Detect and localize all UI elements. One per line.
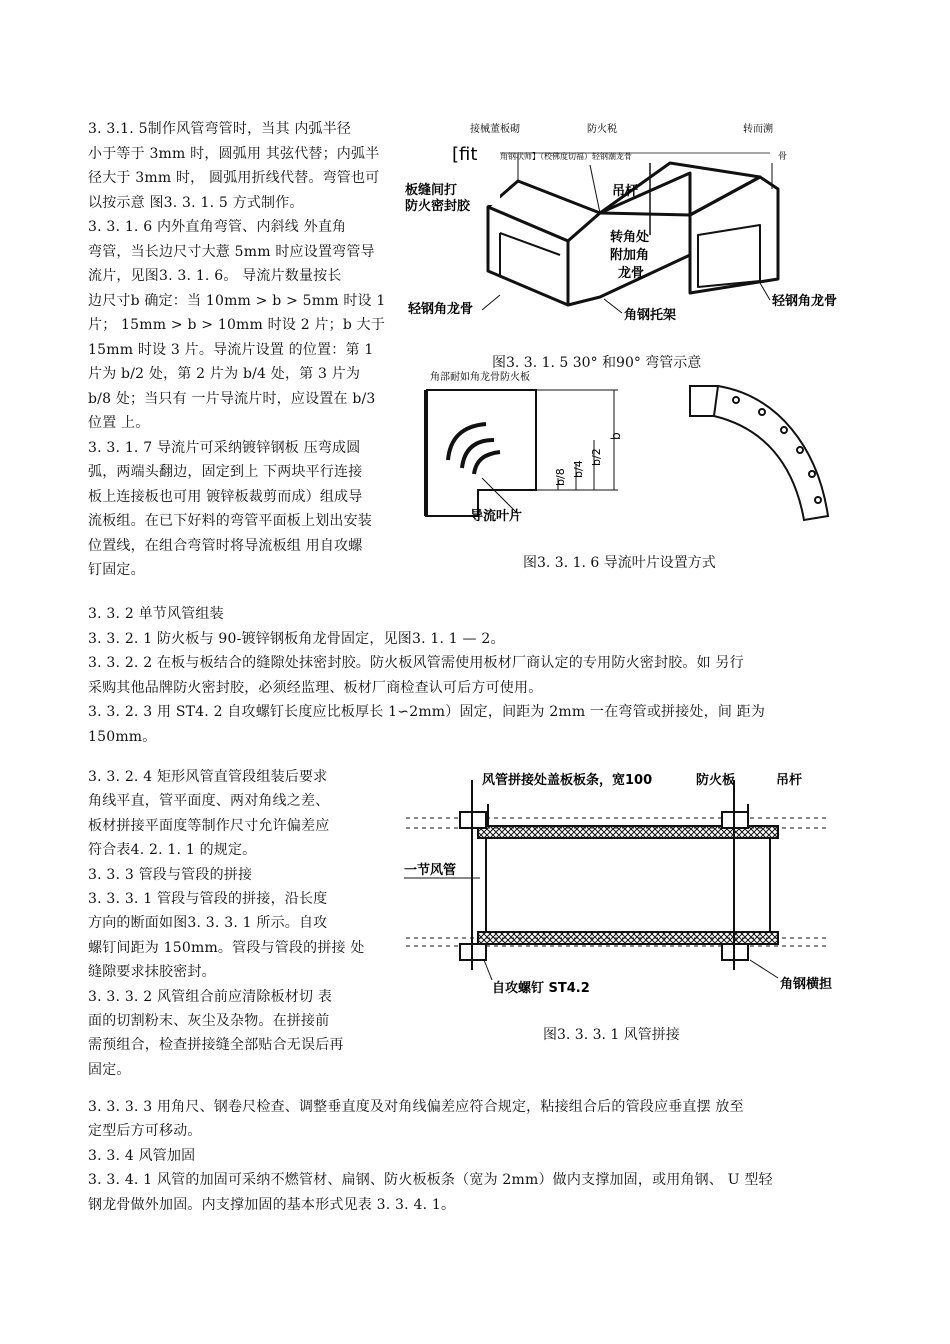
dimension-b: b	[609, 432, 623, 440]
top-label-1: 接械董板砌	[470, 124, 520, 135]
light-steel-right-label: 轻钢角龙骨	[772, 294, 838, 309]
hanger-label: 吊杆	[612, 184, 639, 199]
text-line: 流板组。在已下好料的弯管平面板上划出安装	[88, 513, 372, 529]
cover-strip-label: 风管拼接处盖板板条，宽100	[482, 773, 653, 788]
text-line: 小于等于 3mm 时，圆弧用 其弦代替；内弧半	[88, 145, 380, 162]
text-line: 15mm 时设 3 片。导流片设置 的位置：第 1	[88, 341, 374, 358]
text-line: 弯管，当长边尺寸大薏 5mm 时应设置弯管导	[88, 243, 375, 260]
duct-joint-figure	[400, 760, 840, 1000]
light-steel-left-label: 轻钢角龙骨	[408, 302, 474, 317]
text-line: 3. 3. 2 单节风管组装	[88, 606, 224, 622]
top-label-2: 防火税	[587, 124, 617, 135]
corner-label-2: 附加角	[610, 248, 650, 263]
text-line: 3. 3. 4 风管加固	[88, 1147, 196, 1164]
duct-joint-caption: 图3. 3. 3. 1 风管拼接	[543, 1027, 680, 1043]
text-line: b/8 处；当只有 一片导流片时，应设置在 b/3	[88, 390, 376, 407]
text-line: 位置 上。	[88, 415, 150, 431]
screw-label: 自攻螺钉 ST4.2	[492, 981, 590, 996]
guide-vane-caption: 图3. 3. 1. 6 导流叶片设置方式	[523, 555, 716, 571]
angle-crossarm-label: 角钢横担	[780, 977, 833, 992]
text-line: 弧，两端头翻边，固定到上 下两块平行连接	[88, 464, 363, 480]
text-line: 流片，见图3. 3. 1. 6。 导流片数量按长	[88, 268, 342, 284]
text-line: 角线平直，管平面度、两对角线之差、	[88, 793, 330, 810]
dimension-b4: b/4	[572, 460, 585, 478]
text-line: 150mm。	[88, 728, 157, 745]
guide-vane-figure	[418, 368, 838, 528]
hanger-rod-label: 吊杆	[776, 773, 803, 788]
text-line: 方向的断面如图3. 3. 3. 1 所示。自攻	[88, 915, 328, 932]
text-line: 3. 3. 1. 7 导流片可采纳镀锌钢板 压弯成圆	[88, 439, 361, 456]
text-line: 板材拼接平面度等制作尺寸允许偏差应	[88, 817, 330, 834]
text-line: 板上连接板也可用 镀锌板裁剪而成）组成导	[88, 488, 363, 505]
text-line: 3. 3. 2. 2 在板与板结合的缝隙处抹密封胶。防火板风管需使用板材厂商认定的专用防火密封胶。如 另行	[88, 655, 744, 671]
tail-label: 骨	[778, 152, 788, 162]
vane-label: 导流叶片	[470, 509, 523, 524]
text-line: 钢龙骨做外加固。内支撑加固的基本形式见表 3. 3. 4. 1。	[88, 1196, 456, 1213]
text-line: 边尺寸b 确定：当 10mm > b > 5mm 时设 1	[88, 292, 386, 309]
top-label-3: 转而溯	[743, 124, 773, 135]
text-line: 缝隙要求抹胶密封。	[88, 964, 216, 981]
text-line: 位置线，在组合弯管时将导流板组 用自攻螺	[88, 537, 363, 554]
text-line: 固定。	[88, 1061, 131, 1078]
text-line: 3. 3. 3. 2 风管组合前应清除板材切 表	[88, 988, 333, 1005]
text-line: 3. 3. 2. 3 用 ST4. 2 自攻螺钉长度应比板厚长 1∽2mm）固定，间距为 2mm 一在弯管或拼接处，间 距为	[88, 704, 766, 720]
corner-board-label: 角部耐如角龙骨防火板	[430, 372, 530, 383]
text-line: 钉固定。	[88, 562, 145, 578]
text-line: 3. 3. 2. 1 防火板与 90-镀锌钢板角龙骨固定，见图3. 1. 1 — 2。	[88, 630, 505, 647]
elbow-caption: 图3. 3. 1. 5 30° 和90° 弯管示意	[492, 355, 702, 371]
text-line: 3. 3. 1. 6 内外直角弯管、内斜线 外直角	[88, 219, 347, 235]
text-line: 3. 3. 2. 4 矩形风管直管段组装后要求	[88, 769, 328, 785]
angle-bracket-label: 角钢托架	[624, 308, 677, 323]
corner-label-3: 龙骨	[618, 266, 645, 281]
text-line: 定型后方可移动。	[88, 1123, 202, 1140]
dimension-b8: b/8	[554, 468, 567, 486]
small-line-label: 角钢状师】（校佛度切福）轻钢潮龙骨	[500, 152, 632, 161]
text-line: 面的切割粉末、灰尘及杂物。在拼接前	[88, 1013, 330, 1029]
text-line: 螺钉间距为 150mm。管段与管段的拼接 处	[88, 939, 365, 956]
seal-label-2: 防火密封胶	[405, 199, 471, 214]
elbow-figure	[400, 115, 850, 325]
text-line: 片为 b/2 处，第 2 片为 b/4 处，第 3 片为	[88, 366, 361, 382]
text-line: 片； 15mm > b > 10mm 时设 2 片；b 大于	[88, 317, 386, 333]
text-line: 3. 3. 3. 1 管段与管段的拼接，沿长度	[88, 891, 328, 907]
text-line: 3. 3. 4. 1 风管的加固可采纳不燃管材、扁钢、防火板板条（宽为 2mm）做内支撑加固，或用角钢、 U 型轻	[88, 1172, 773, 1189]
text-line: 3. 3. 3 管段与管段的拼接	[88, 866, 253, 883]
text-line: 3. 3.1. 5制作风管弯管时，当其 内弧半径	[88, 121, 352, 137]
text-line: 3. 3. 3. 3 用角尺、钢卷尺检查、调整垂直度及对角线偏差应符合规定，粘接组合后的管段应垂直摆 放至	[88, 1099, 744, 1115]
seal-label-1: 板缝间打	[405, 183, 458, 198]
fit-label: [fit	[452, 144, 478, 165]
duct-section-label: 一节风管	[404, 863, 457, 878]
text-line: 径大于 3mm 时， 圆弧用折线代替。弯管也可	[88, 170, 380, 186]
text-line: 以按示意 图3. 3. 1. 5 方式制作。	[88, 194, 304, 211]
text-line: 符合表4. 2. 1. 1 的规定。	[88, 842, 257, 859]
text-line: 需预组合，检查拼接缝全部贴合无误后再	[88, 1037, 344, 1054]
text-line: 采购其他品牌防火密封胶，必须经监理、板材厂商检查认可后方可使用。	[88, 679, 543, 696]
fire-board-label: 防火板	[696, 773, 736, 788]
corner-label-1: 转角处	[610, 230, 650, 245]
dimension-b2: b/2	[590, 448, 603, 466]
